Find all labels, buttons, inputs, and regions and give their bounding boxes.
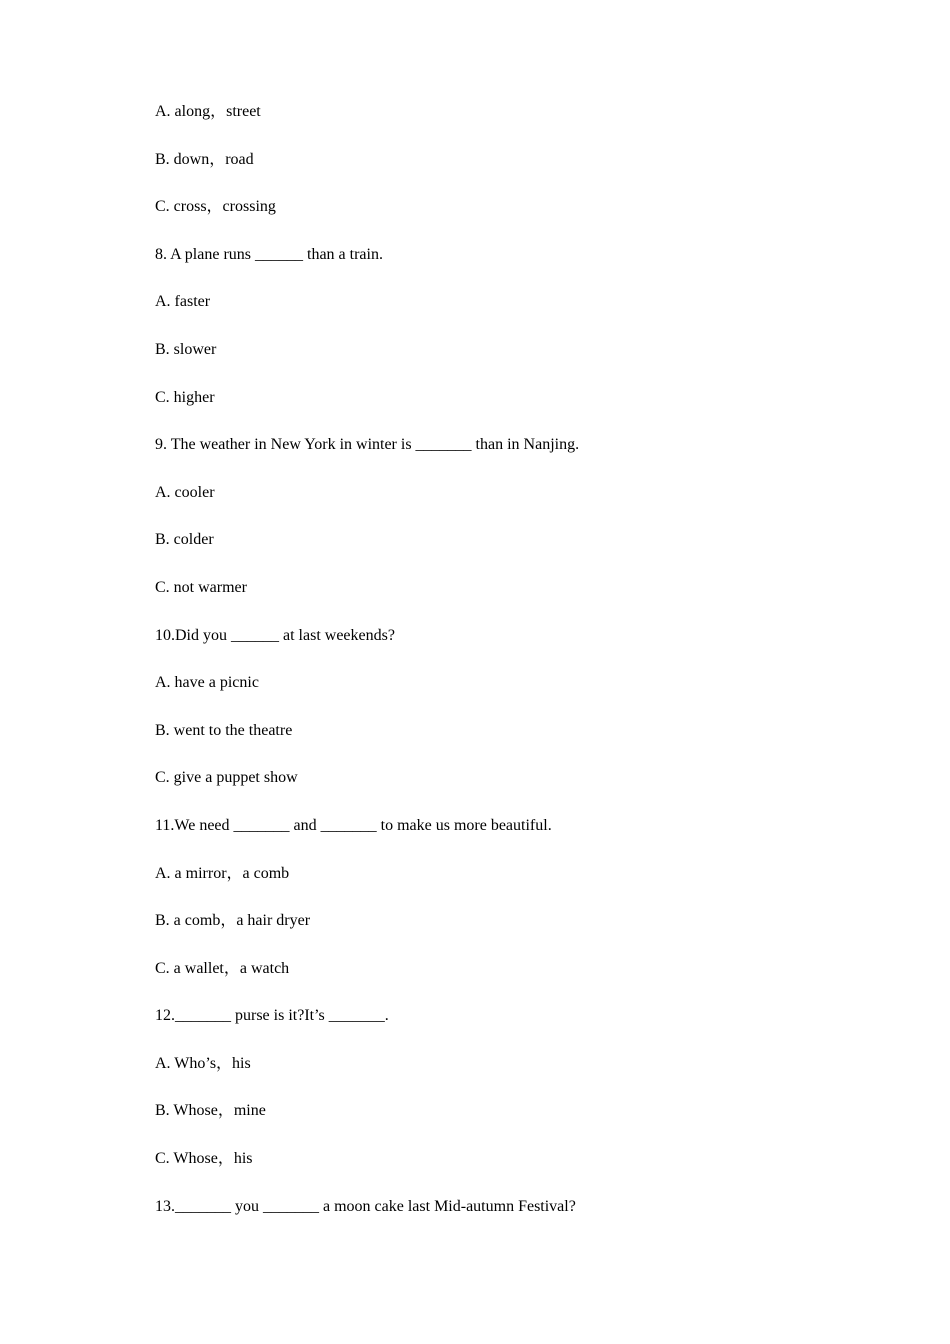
option-line: C. give a puppet show (155, 769, 298, 787)
question-line: 13._______ you _______ a moon cake last Mid-autumn Festival? (155, 1197, 576, 1215)
question-line: 10.Did you ______ at last weekends? (155, 626, 395, 644)
option-line: A. have a picnic (155, 674, 259, 692)
option-line: C. cross，crossing (155, 198, 276, 216)
question-line: 12._______ purse is it?It’s _______. (155, 1007, 389, 1025)
question-line: 9. The weather in New York in winter is _______ than in Nanjing. (155, 436, 580, 454)
option-line: A. cooler (155, 483, 215, 501)
option-line: C. higher (155, 388, 215, 406)
option-line: A. along，street (155, 103, 261, 120)
question-line: 11.We need _______ and _______ to make us more beautiful. (155, 816, 552, 834)
option-line: B. a comb，a hair dryer (155, 912, 311, 930)
document-body (155, 100, 855, 1242)
option-line: A. faster (155, 293, 211, 311)
option-line: C. not warmer (155, 578, 247, 596)
option-line: B. down，road (155, 150, 254, 168)
option-line: B. went to the theatre (155, 721, 293, 739)
option-line: C. a wallet，a watch (155, 959, 290, 977)
option-line: A. a mirror，a comb (155, 864, 290, 882)
option-line: B. slower (155, 340, 217, 358)
option-line: C. Whose，his (155, 1150, 253, 1168)
option-line: B. colder (155, 531, 214, 549)
option-line: A. Who’s，his (155, 1054, 251, 1072)
question-line: 8. A plane runs ______ than a train. (155, 245, 383, 263)
option-line: B. Whose，mine (155, 1102, 266, 1120)
